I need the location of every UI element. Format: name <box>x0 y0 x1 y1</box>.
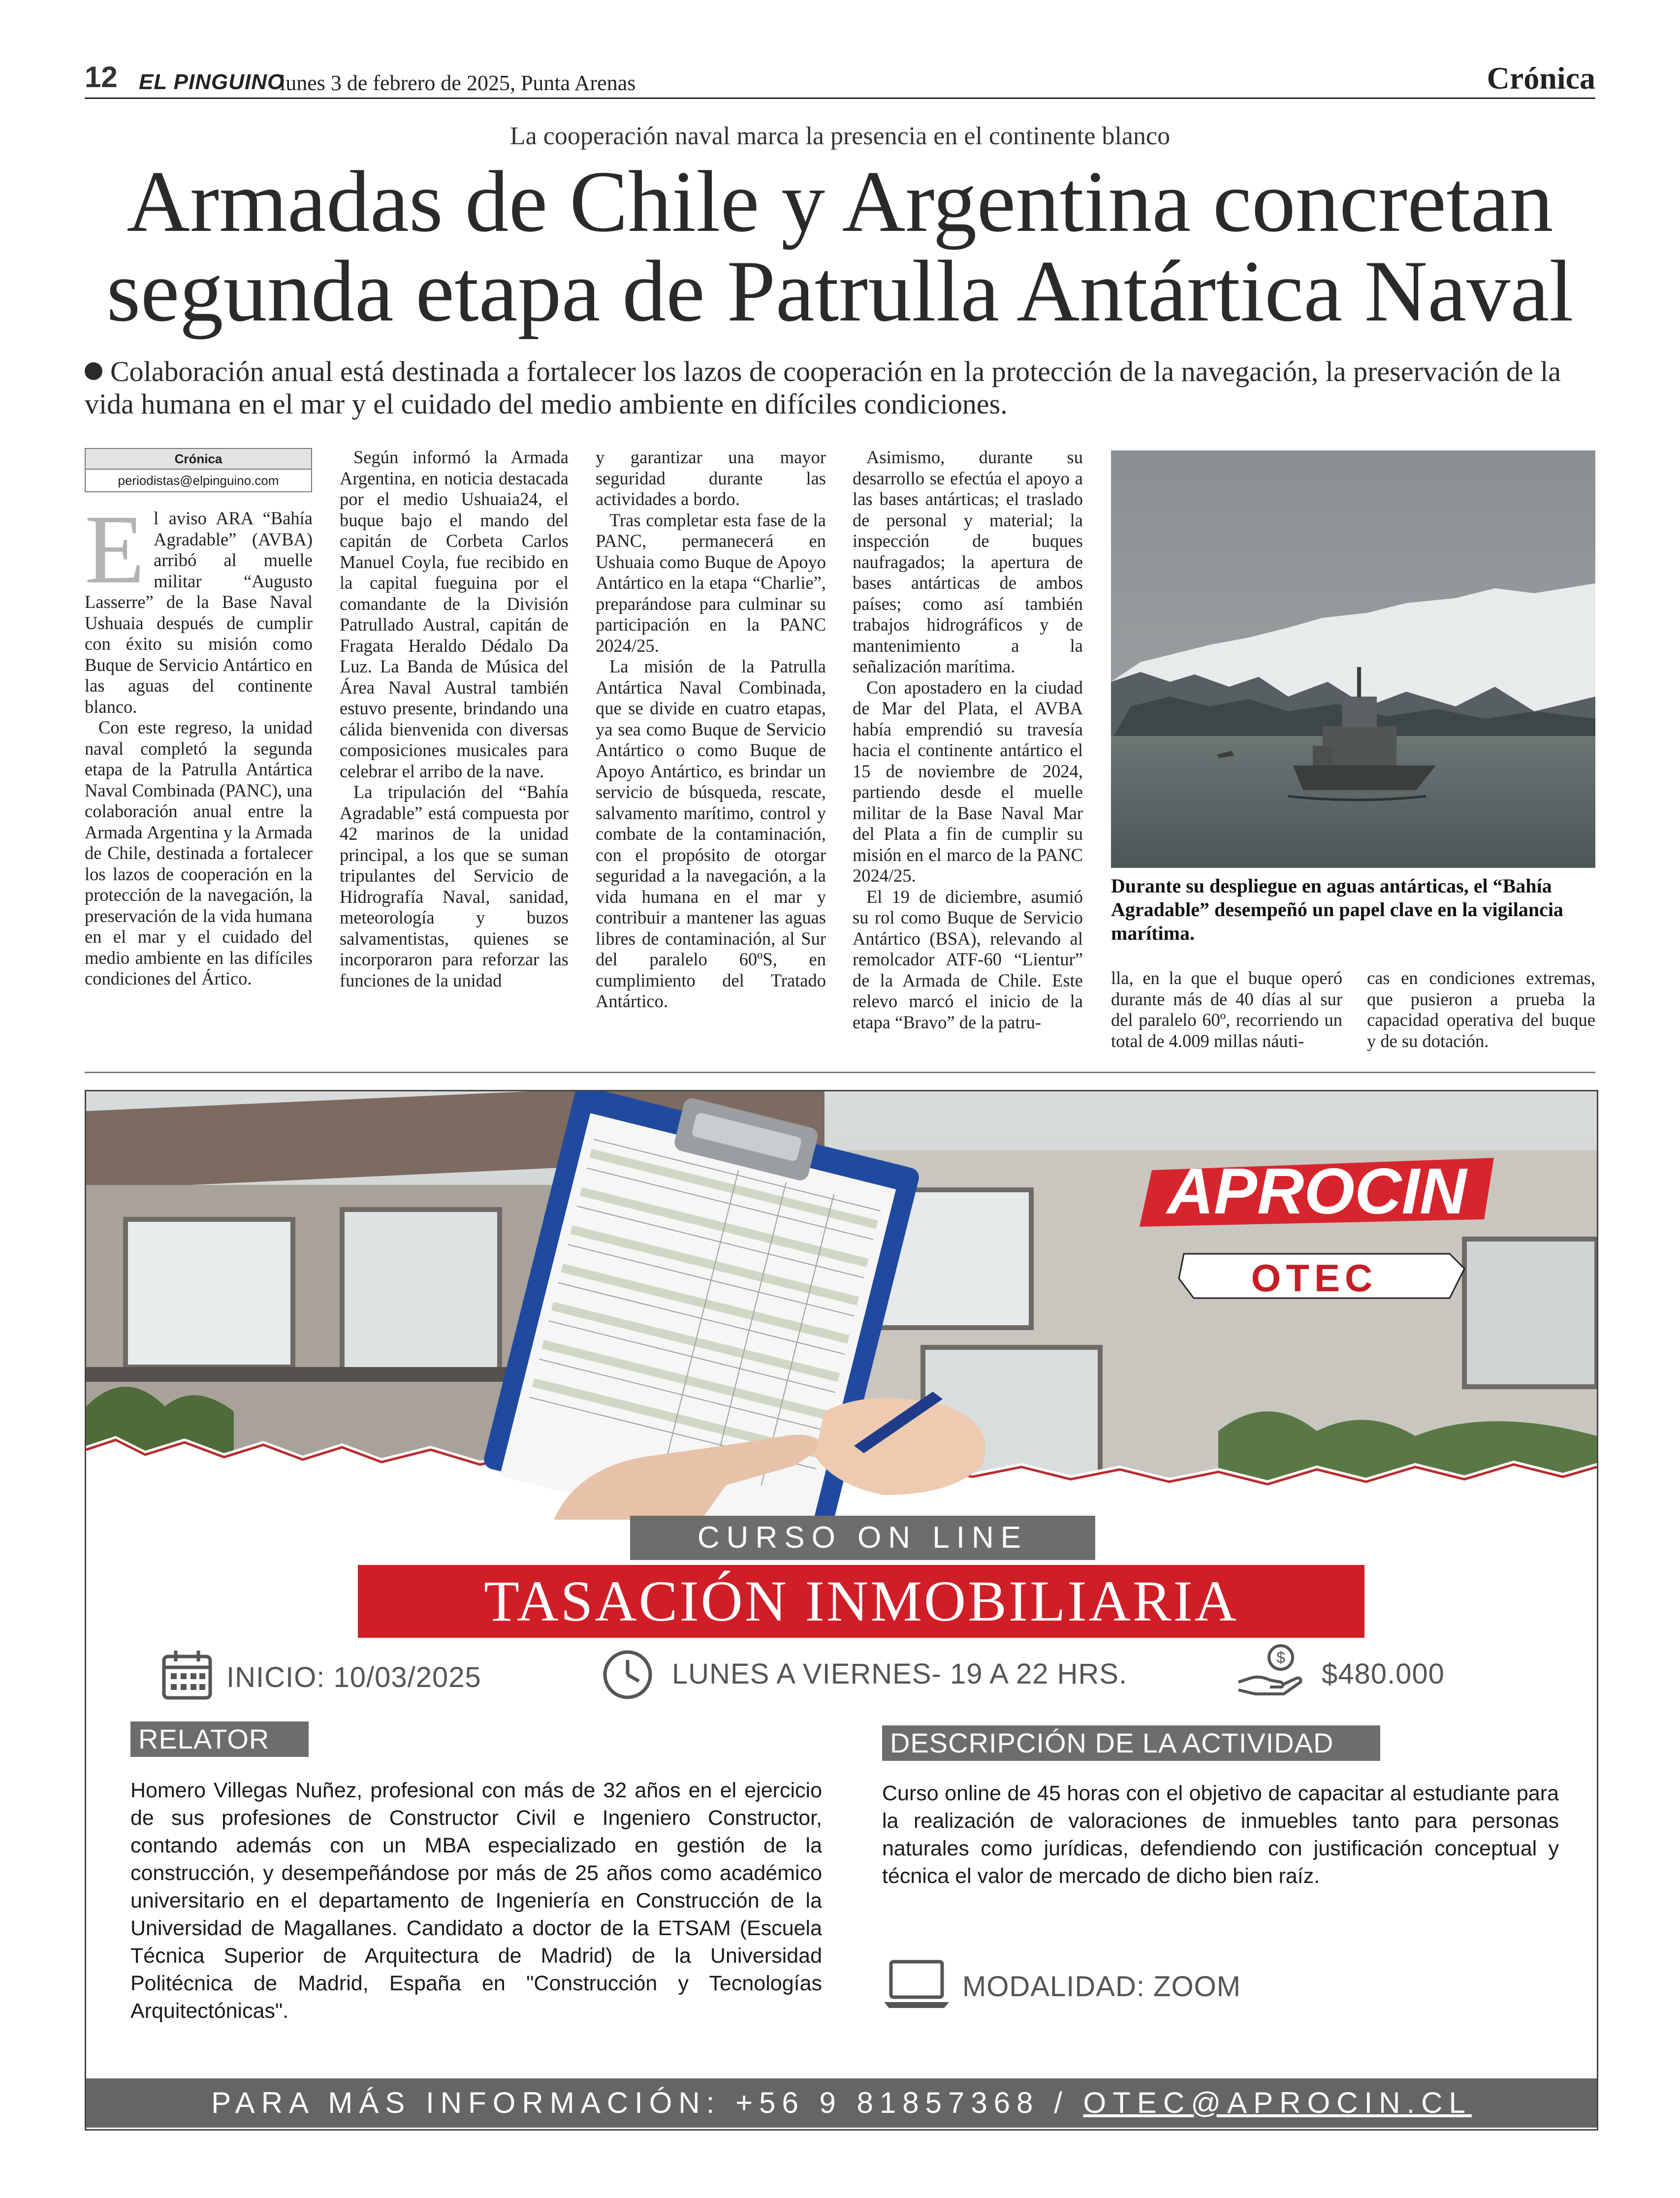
course-price: $480.000 <box>1322 1658 1445 1690</box>
byline-section: Crónica <box>86 449 311 470</box>
masthead: EL PINGUINO <box>139 70 285 94</box>
article-kicker: La cooperación naval marca la presencia en el continente blanco <box>509 122 1171 150</box>
course-schedule: LUNES A VIERNES- 19 A 22 HRS. <box>672 1658 1128 1690</box>
relator-heading: RELATOR <box>130 1721 309 1757</box>
summary-text: Colaboración anual está destinada a fortalecer los lazos de cooperación en la protección de la navegación, la preservación de la vida humana en el mar y el cuidado del medio ambiente en difíciles condiciones. <box>85 355 1561 420</box>
price-hand-icon <box>1236 1643 1304 1702</box>
course-title: TASACIÓN INMOBILIARIA <box>358 1565 1364 1638</box>
paragraph: Asimismo, durante su desarrollo se efectúa el apoyo a las bases antárticas; el traslado de personal y material; la inspección de buques naufragados; la apertura de bases antárticas de ambos países; como así también trabajos hidrográficos y de mantenimiento a la señalización marítima. <box>853 447 1083 676</box>
headline-line-2: segunda etapa de Patrulla Antártica Naval <box>106 242 1574 340</box>
ship-photo <box>1111 450 1595 868</box>
article-column-6 <box>1367 968 1595 1051</box>
brand-sub: OTEC <box>1251 1256 1378 1300</box>
article-column-4 <box>853 447 1083 1033</box>
contact-footer-bar <box>86 2078 1597 2128</box>
laptop-icon <box>882 1957 951 2011</box>
course-start: INICIO: 10/03/2025 <box>226 1661 481 1693</box>
clipboard-house-image <box>86 1091 1597 1520</box>
svg-text:$: $ <box>1276 1649 1285 1666</box>
paragraph: cas en condiciones extremas, que pusieron a prueba la capacidad operativa del buque y de su dotación. <box>1367 968 1595 1051</box>
paragraph: La tripulación del “Bahía Agradable” está compuesta por 42 marinos de la unidad principal, a los que se suman tripulantes del Servicio de Hidrografía Naval, sanidad, meteorología y buzos salvamentistas, quienes se incorporaron para reforzar las funciones de la unidad <box>340 782 569 990</box>
edition-date: lunes 3 de febrero de 2025, Punta Arenas <box>280 71 636 95</box>
photo-caption: Durante su despliegue en aguas antárticas, el “Bahía Agradable” desempeñó un papel clave en la vigilancia marítima. <box>1111 875 1563 944</box>
course-advertisement <box>85 1090 1598 2131</box>
byline-box <box>85 448 312 492</box>
page-number: 12 <box>85 61 118 94</box>
byline-email[interactable]: periodistas@elpinguino.com <box>118 473 279 488</box>
ad-hero-image <box>86 1091 1597 1520</box>
article-column-5 <box>1111 968 1342 1051</box>
relator-description: Homero Villegas Nuñez, profesional con más de 32 años en el ejercicio de sus profesiones de Constructor Civil e Ingeniero Constructor, contando además con un MBA especializado en gestión de la construcción, y desempeñándose por más de 25 años como académico universitario en el departamento de Ingeniería en Construcción de la Universidad de Magallanes. Candidato a doctor de la ETSAM (Escuela Técnica Superior de Arquitectura de Madrid) de la Universidad Politécnica de Madrid, España en "Construcción y Tecnologías Arquitectónicas". <box>130 1779 822 2023</box>
paragraph: Según informó la Armada Argentina, en noticia destacada por el medio Ushuaia24, el buque bajo el mando del capitán de Corbeta Carlos Manuel Coyla, fue recibido en la capital fueguina por el comandante de la División Patrullado Austral, capitán de Fragata Heraldo Dédalo Da Luz. La Banda de Música del Área Naval Austral también estuvo presente, brindando una cálida bienvenida con diversas composiciones musicales para celebrar el arribo de la nave. <box>340 447 569 781</box>
article-column-3 <box>596 447 826 1012</box>
contact-email-link[interactable]: OTEC@APROCIN.CL <box>1083 2086 1472 2119</box>
section-name: Crónica <box>1487 61 1595 96</box>
clock-icon <box>601 1648 655 1702</box>
activity-description: Curso online de 45 horas con el objetivo de capacitar al estudiante para la realización de valoraciones de inmuebles tanto para personas naturales como jurídicas, defendiendo con justificación conceptual y técnica el valor de mercado de dicho bien raíz. <box>882 1782 1559 1888</box>
article-column-1 <box>85 495 313 989</box>
course-type-label: CURSO ON LINE <box>630 1516 1095 1560</box>
paragraph: lla, en la que el buque operó durante más de 40 días al sur del paralelo 60º, recorriendo un total de 4.009 millas náuti- <box>1111 968 1342 1051</box>
paragraph: Tras completar esta fase de la PANC, permanecerá en Ushuaia como Buque de Apoyo Antártico en la etapa “Charlie”, preparándose para culminar su participación en la PANC 2024/25. <box>596 510 826 656</box>
course-modality: MODALIDAD: ZOOM <box>962 1971 1241 2003</box>
header-rule <box>85 97 1595 99</box>
paragraph: Con este regreso, la unidad naval completó la segunda etapa de la Patrulla Antártica Naval Combinada (PANC), una colaboración anual entre la Armada Argentina y la Armada de Chile, destinada a fortalecer los lazos de cooperación en la protección de la navegación, la preservación de la vida humana en el mar y el cuidado del medio ambiente en las difíciles condiciones del Ártico. <box>85 717 313 988</box>
section-divider <box>85 1072 1595 1073</box>
paragraph: y garantizar una mayor seguridad durante las actividades a bordo. <box>596 447 826 509</box>
calendar-icon <box>160 1648 214 1702</box>
paragraph: La misión de la Patrulla Antártica Naval Combinada, que se divide en cuatro etapas, ya sea como Buque de Servicio Antártico o como Buque de Apoyo Antártico, es brindar un servicio de búsqueda, rescate, salvamento marítimo, control y combate de la contaminación, con el propósito de otorgar seguridad a la navegación, a la vida humana en el mar y contribuir a mantener las aguas libres de contaminación, al Sur del paralelo 60ºS, en cumplimiento del Tratado Antártico. <box>596 656 826 1011</box>
drop-cap: E <box>85 495 145 604</box>
headline-line-1: Armadas de Chile y Argentina concretan <box>127 153 1553 250</box>
article-headline <box>59 153 1621 340</box>
article-column-2 <box>340 447 569 991</box>
bullet-icon <box>85 362 102 380</box>
paragraph: El 19 de diciembre, asumió su rol como Buque de Servicio Antártico (BSA), relevando al remolcador ATF-60 “Lientur” de la Armada de Chile. Este relevo marcó el inicio de la etapa “Bravo” de la patru- <box>853 886 1083 1032</box>
activity-description-heading: DESCRIPCIÓN DE LA ACTIVIDAD <box>882 1725 1380 1761</box>
paragraph: Con apostadero en la ciudad de Mar del Plata, el AVBA había emprendió su travesía hacia el continente antártico el 15 de noviembre de 2024, partiendo desde el muelle militar de la Base Naval Mar del Plata a fin de cumplir su misión en el marco de la PANC 2024/25. <box>853 677 1083 886</box>
contact-phone: PARA MÁS INFORMACIÓN: +56 9 81857368 / <box>211 2086 1083 2119</box>
article-summary <box>85 355 1595 420</box>
brand-name: APROCIN <box>1167 1155 1467 1227</box>
paragraph: El aviso ARA “Bahía Agradable” (AVBA) arribó al muelle militar “Augusto Lasserre” de la Base Naval Ushuaia después de cumplir con éxito su misión como Buque de Servicio Antártico en las aguas del continente blanco. <box>85 495 313 717</box>
antarctic-ship-image <box>1111 450 1595 868</box>
